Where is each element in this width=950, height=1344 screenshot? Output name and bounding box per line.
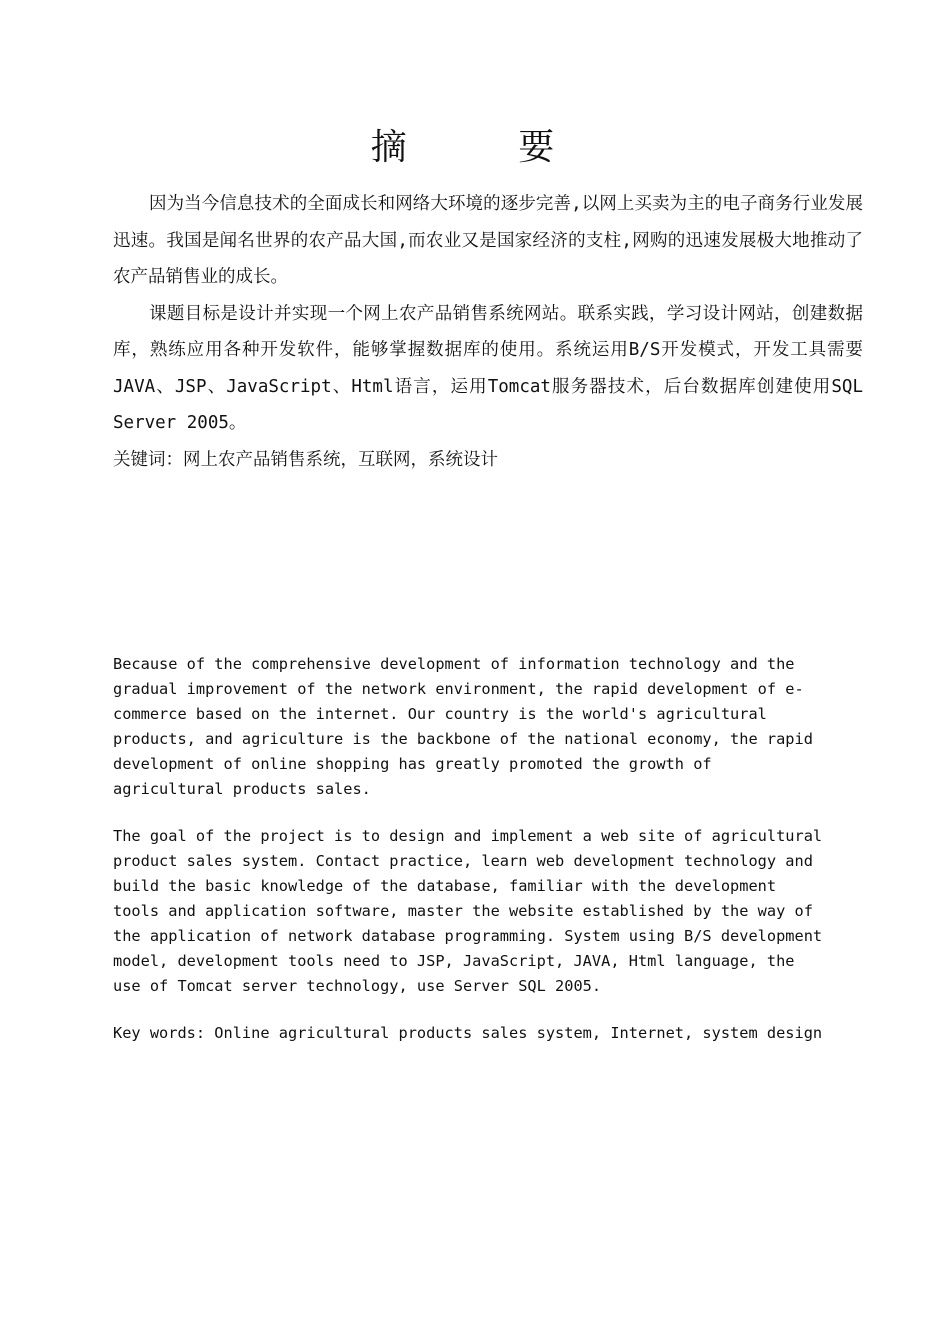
english-abstract-paragraph-1: Because of the comprehensive development of information technology and the gradual improvement of the network environment, the rapid development of e- commerce based on the internet. Our country is the world's agricultural products, and agriculture is the backbone of the national economy, the rapid development of online shopping has greatly promoted the growth of agricultural products sales. — [113, 655, 813, 798]
chinese-abstract-paragraph-1: 因为当今信息技术的全面成长和网络大环境的逐步完善,以网上买卖为主的电子商务行业发展迅速。我国是闻名世界的农产品大国,而农业又是国家经济的支柱,网购的迅速发展极大地推动了农产品销售业的成长。 — [113, 194, 863, 287]
chinese-abstract-paragraph-2: 课题目标是设计并实现一个网上农产品销售系统网站。联系实践，学习设计网站，创建数据库，熟练应用各种开发软件，能够掌握数据库的使用。系统运用B/S开发模式，开发工具需要JAVA、JSP、JavaScript、Html语言，运用Tomcat服务器技术，后台数据库创建使用SQL Server 2005。 — [113, 303, 863, 433]
english-abstract-paragraph-2: The goal of the project is to design and implement a web site of agricultural product sales system. Contact practice, learn web development technology and build the basic knowledge of the database, familiar with the development tools and application software, master the website established by the way of the application of network database programming. System using B/S development model, development tools need to JSP, JavaScript, JAVA, Html language, the use of Tomcat server technology, use Server SQL 2005. — [113, 827, 823, 995]
chinese-keywords: 关键词：网上农产品销售系统，互联网，系统设计 — [113, 449, 498, 470]
english-abstract — [113, 652, 863, 1068]
abstract-title: 摘 要 — [370, 127, 605, 168]
english-keywords: Key words: Online agricultural products sales system, Internet, system design — [113, 1024, 823, 1042]
chinese-abstract — [113, 186, 863, 478]
